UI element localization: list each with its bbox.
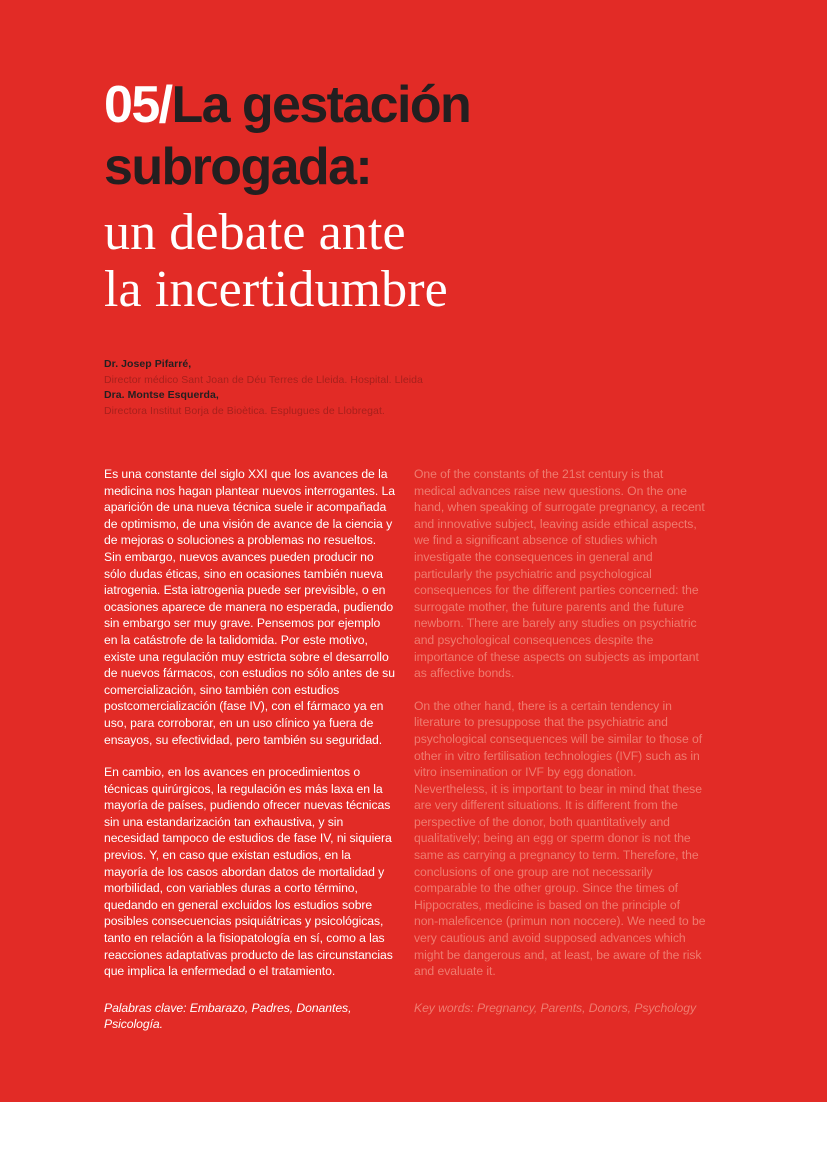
abstract-paragraph: En cambio, en los avances en procedimientos o técnicas quirúrgicos, la regulación es más laxa en la mayoría de países, pudiendo ofrecer nuevas técnicas sin una estandarización tan exhaustiva, y sin necesidad tampoco de estudios de fase IV, ni siquiera previos. Y, en caso que existan estudios, en la mayoría de los casos abordan datos de mortalidad y morbilidad, con variables duras a corto término, quedando en general excluidos los estudios sobre posibles consecuencias psiquiátricas y psicológicas, tanto en relación a la fisiopatología en sí, como a las reacciones adaptativas producto de las circunstancias que implica la enfermedad o el tratamiento.: [104, 765, 393, 979]
article-title-block: [104, 74, 764, 318]
author-name: Dr. Josep Pifarré,: [104, 358, 192, 370]
keywords-english: Key words: Pregnancy, Parents, Donors, Psychology: [414, 1000, 697, 1015]
abstract-paragraph: One of the constants of the 21st century is that medical advances raise new questions. On the one hand, when speaking of surrogate pregnancy, a recent and innovative subject, leaving aside ethical aspects, we find a significant absence of studies which investigate the consequences in general and particularly the psychiatric and psychological consequences for the different parties concerned: the surrogate mother, the future parents and the future newborn. There are barely any studies on psychiatric and psychological consequences despite the importance of these aspects on subjects as important as affective bonds.: [414, 467, 705, 681]
title-sans-line-2: subrogada:: [104, 138, 372, 196]
keywords-spanish: Palabras clave: Embarazo, Padres, Donantes, Psicología.: [104, 1000, 352, 1032]
abstract-paragraph: On the other hand, there is a certain tendency in literature to presuppose that the psychiatric and psychological consequences will be similar to those of other in vitro fertilisation technologies (IVF) such as in vitro insemination or IVF by egg donation. Nevertheless, it is important to bear in mind that these are very different situations. It is different from the perspective of the donor, both quantitatively and qualitatively; being an egg or sperm donor is not the same as carrying a pregnancy to term. Therefore, the conclusions of one group are not necessarily comparable to the other group. Since the times of Hippocrates, medicine is based on the principle of non-maleficence (primun non noccere). We need to be very cautious and avoid supposed advances which might be dangerous and, at least, be aware of the risk and evaluate it.: [414, 698, 706, 979]
page-footer-margin: [0, 1102, 827, 1169]
title-sans-line-1: [104, 74, 764, 136]
author-affiliation: Director médico Sant Joan de Déu Terres de Lleida. Hospital. Lleida: [104, 373, 423, 386]
author-affiliation: Directora Institut Borja de Bioètica. Esplugues de Llobregat.: [104, 404, 385, 417]
abstract-english-column: [414, 466, 706, 1032]
title-serif-block: [104, 198, 764, 318]
abstract-columns: [104, 466, 724, 1066]
title-sans-text-1: La gestación: [171, 76, 471, 134]
abstract-paragraph: Es una constante del siglo XXI que los avances de la medicina nos hagan plantear nuevos interrogantes. La aparición de una nueva técnica suele ir acompañada de optimismo, de una visión de avance de la ciencia y de mejoras o soluciones a problemas no resueltos. Sin embargo, nuevos avances pueden producir no sólo dudas éticas, sino en ocasiones también nueva iatrogenia. Esta iatrogenia puede ser previsible, o en ocasiones aparece de manera no esperada, pudiendo sin embargo ser muy grave. Pensemos por ejemplo en la catástrofe de la talidomida. Por este motivo, existe una regulación muy estricta sobre el desarrollo de nuevos fármacos, con estudios no sólo antes de su comercialización, sino también con estudios postcomercialización (fase IV), con el fármaco ya en uso, para corroborar, en un uso clínico ya fuera de ensayos, su efectividad, pero también su seguridad.: [104, 467, 395, 747]
authors-block: [104, 357, 624, 419]
title-serif-line-1: un debate ante: [104, 204, 406, 261]
author-name: Dra. Montse Esquerda,: [104, 389, 219, 401]
abstract-spanish-column: [104, 466, 396, 1049]
author-entry: [104, 357, 624, 388]
title-serif-line-2: la incertidumbre: [104, 261, 448, 318]
author-entry: [104, 388, 624, 419]
article-number: 05/: [104, 76, 172, 134]
